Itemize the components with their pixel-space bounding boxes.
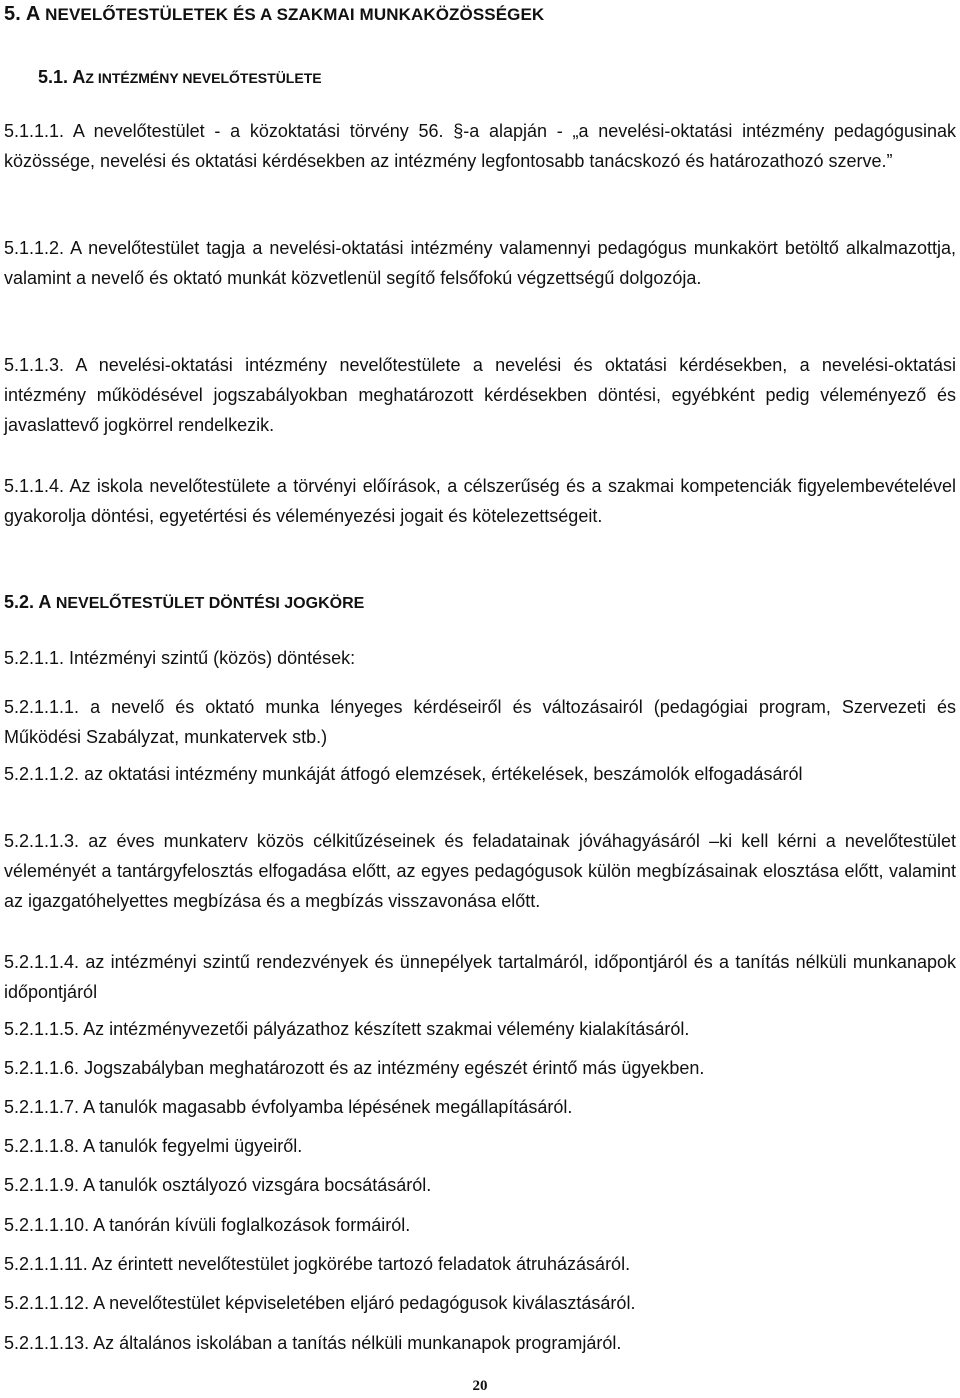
decision-item (4, 1170, 431, 1200)
section-heading-5-1 (38, 67, 322, 88)
paragraph-5-1-1-1 (4, 116, 956, 176)
section-title: Z INTÉZMÉNY NEVELŐTESTÜLETE (85, 70, 322, 86)
item-number: 5.2.1.1.5. (4, 1019, 80, 1039)
paragraph-number: 5.1.1.2. (4, 238, 65, 258)
item-text: A nevelőtestület képviseletében eljáró pedagógusok kiválasztásáról. (93, 1293, 636, 1313)
item-text: A tanulók osztályozó vizsgára bocsátásáról. (83, 1175, 432, 1195)
section-number: 5.2. (4, 592, 35, 612)
decision-item (4, 1210, 410, 1240)
item-text: Az általános iskolában a tanítás nélküli munkanapok programjáról. (93, 1333, 622, 1353)
paragraph-5-1-1-3 (4, 350, 956, 440)
item-text: a nevelő és oktató munka lényeges kérdéseiről és változásairól (pedagógiai program, Szervezeti és Működési Szabályzat, munkatervek stb.) (4, 697, 956, 747)
item-text: Az érintett nevelőtestület jogkörébe tartozó feladatok átruházásáról. (91, 1254, 631, 1274)
decision-item (4, 1053, 704, 1083)
item-number: 5.2.1.1.7. (4, 1097, 80, 1117)
page-number: 20 (472, 1378, 488, 1394)
item-number: 5.2.1.1.2. (4, 764, 80, 784)
decision-item (4, 1249, 630, 1279)
item-number: 5.2.1.1.13. (4, 1333, 90, 1353)
item-number: 5.2.1.1.12. (4, 1293, 90, 1313)
item-text: az oktatási intézmény munkáját átfogó elemzések, értékelések, beszámolók elfogadásáról (84, 764, 803, 784)
item-text: A tanulók magasabb évfolyamba lépésének megállapításáról. (83, 1097, 573, 1117)
chapter-heading (4, 3, 544, 26)
paragraph-text: A nevelési-oktatási intézmény nevelőtestülete a nevelési és oktatási kérdésekben, a nevelési-oktatási intézmény működésével jogszabályokban meghatározott kérdésekben döntési, egyébként pedig véleményező és javaslattevő jogkörrel rendelkezik. (4, 355, 956, 435)
item-text: Az intézményvezetői pályázathoz készített szakmai vélemény kialakításáról. (83, 1019, 690, 1039)
decision-item (4, 1328, 621, 1358)
item-number: 5.2.1.1.8. (4, 1136, 80, 1156)
decision-item (4, 826, 956, 916)
section-title: NEVELŐTESTÜLET DÖNTÉSI JOGKÖRE (51, 595, 365, 612)
item-text: az intézményi szintű rendezvények és ünnepélyek tartalmáról, időpontjáról és a tanítás nélküli munkanapok időpontjáról (4, 952, 956, 1002)
paragraph-5-1-1-4 (4, 471, 956, 531)
item-number: 5.2.1.1.9. (4, 1175, 80, 1195)
section-title-initial: A (38, 592, 52, 612)
item-number: 5.2.1.1.6. (4, 1058, 80, 1078)
section-heading-5-2 (4, 592, 364, 613)
paragraph-number: 5.1.1.3. (4, 355, 65, 375)
paragraph-number: 5.1.1.1. (4, 121, 65, 141)
chapter-number: 5. (4, 3, 21, 25)
paragraph-text: A nevelőtestület tagja a nevelési-oktatási intézmény valamennyi pedagógus munkakört betöltő alkalmazottja, valamint a nevelő és oktató munkát közvetlenül segítő felsőfokú végzettségű dolgozója. (4, 238, 956, 288)
decision-item (4, 1288, 635, 1318)
item-number: 5.2.1.1.10. (4, 1215, 90, 1235)
decision-item (4, 1131, 302, 1161)
section-title-initial: A (72, 67, 86, 87)
decision-item (4, 692, 956, 752)
item-text: az éves munkaterv közös célkitűzéseinek és feladatainak jóváhagyásáról –ki kell kérni a nevelőtestület véleményét a tantárgyfelosztás elfogadása előtt, az egyes pedagógusok külön megbízásainak elosztása előtt, valamint az igazgatóhelyettes megbízása és a megbízás visszavonása előtt. (4, 831, 956, 911)
paragraph-text: Az iskola nevelőtestülete a törvényi előírások, a célszerűség és a szakmai kompetenciák figyelembevételével gyakorolja döntési, egyetértési és véleményezési jogait és kötelezettségeit. (4, 476, 956, 526)
chapter-title: NEVELŐTESTÜLETEK ÉS A SZAKMAI MUNKAKÖZÖSSÉGEK (40, 5, 545, 24)
item-text: Jogszabályban meghatározott és az intézmény egészét érintő más ügyekben. (84, 1058, 705, 1078)
item-text: A tanórán kívüli foglalkozások formáiról. (93, 1215, 411, 1235)
section-number: 5.1. (38, 67, 69, 87)
item-number: 5.2.1.1.11. (4, 1254, 88, 1274)
paragraph-number: 5.1.1.4. (4, 476, 65, 496)
item-text: A tanulók fegyelmi ügyeiről. (83, 1136, 303, 1156)
chapter-title-initial: A (25, 3, 41, 25)
decision-item (4, 1092, 572, 1122)
paragraph-text: A nevelőtestület - a közoktatási törvény 56. §-a alapján - „a nevelési-oktatási intézmény pedagógusinak közössége, nevelési és oktatási kérdésekben az intézmény legfontosabb tanácskozó és határozathozó szerve.” (4, 121, 956, 171)
item-number: 5.2.1.1.3. (4, 831, 80, 851)
decision-item (4, 947, 956, 1007)
item-number: 5.2.1.1.4. (4, 952, 80, 972)
paragraph-5-1-1-2 (4, 233, 956, 293)
decision-item (4, 1014, 689, 1044)
item-number: 5.2.1.1.1. (4, 697, 80, 717)
decision-item (4, 759, 956, 789)
subsection-heading: 5.2.1.1. Intézményi szintű (közös) döntések: (4, 648, 356, 668)
